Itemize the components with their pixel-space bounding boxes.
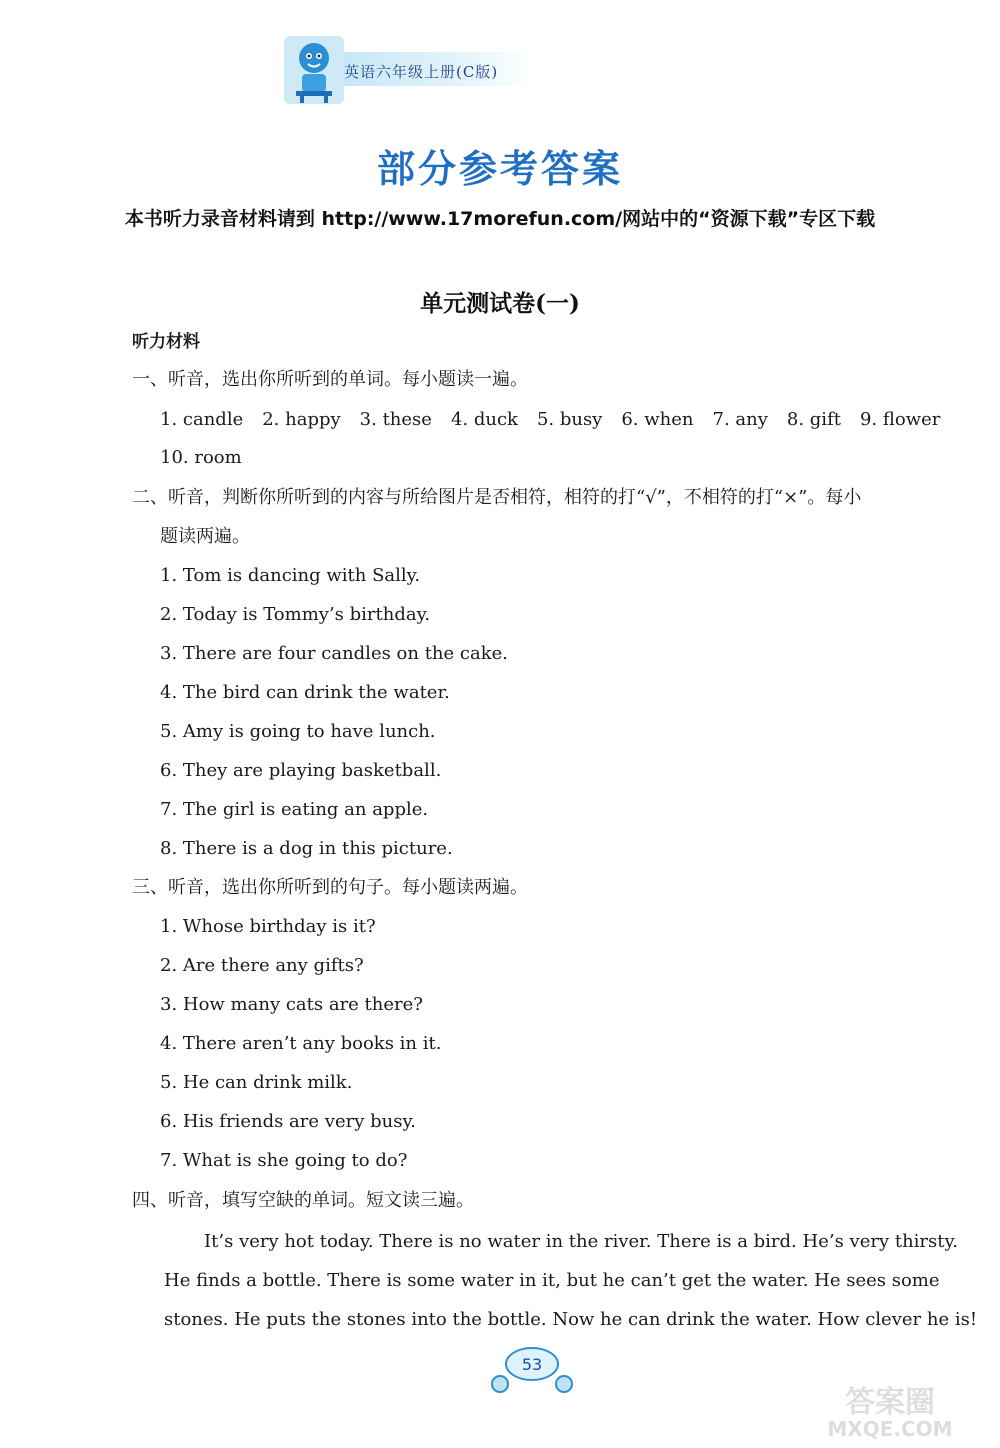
book-title: 英语六年级上册(C版): [344, 63, 499, 81]
list-item: 5. Amy is going to have lunch.: [160, 721, 436, 742]
passage-line: He finds a bottle. There is some water in it, but he can’t get the water. He sees some: [164, 1270, 940, 1291]
page-number: [490, 1342, 580, 1396]
word-item: 1. candle: [160, 409, 244, 430]
word-item: 3. these: [359, 409, 432, 430]
unit-title: 单元测试卷(一): [420, 290, 580, 317]
svg-text:MXQE.COM: MXQE.COM: [827, 1417, 953, 1441]
word-item: 2. happy: [262, 409, 341, 430]
list-item: 3. How many cats are there?: [160, 994, 423, 1015]
word-item: 7. any: [712, 409, 768, 430]
word-item: 10. room: [160, 447, 242, 468]
list-item: 4. The bird can drink the water.: [160, 682, 450, 703]
part2-title-cont: 题读两遍。: [160, 526, 250, 547]
part1-title: 一、听音，选出你所听到的单词。每小题读一遍。: [132, 369, 528, 390]
word-item: 5. busy: [536, 409, 603, 430]
mascot-icon: [282, 34, 346, 106]
list-item: 3. There are four candles on the cake.: [160, 643, 508, 664]
list-item: 8. There is a dog in this picture.: [160, 838, 453, 859]
part1-words: [160, 409, 959, 431]
part3-title: 三、听音，选出你所听到的句子。每小题读两遍。: [132, 877, 528, 898]
part2-title: 二、听音，判断你所听到的内容与所给图片是否相符，相符的打“√”，不相符的打“×”。每小: [132, 487, 862, 508]
list-item: 4. There aren’t any books in it.: [160, 1033, 442, 1054]
word-item: 9. flower: [859, 409, 941, 430]
svg-text:答案圈: 答案圈: [845, 1385, 935, 1420]
list-item: 5. He can drink milk.: [160, 1072, 353, 1093]
word-item: 8. gift: [786, 409, 841, 430]
page-number-text: 53: [521, 1355, 543, 1374]
watermark-logo: [790, 1380, 990, 1442]
list-item: 6. They are playing basketball.: [160, 760, 442, 781]
list-item: 7. The girl is eating an apple.: [160, 799, 429, 820]
part4-title: 四、听音，填写空缺的单词。短文读三遍。: [132, 1190, 474, 1211]
word-item: 6. when: [621, 409, 694, 430]
page-title: 部分参考答案: [376, 147, 623, 191]
passage-line: It’s very hot today. There is no water in the river. There is a bird. He’s very thirsty.: [204, 1231, 958, 1252]
list-item: 1. Whose birthday is it?: [160, 916, 376, 937]
list-item: 2. Today is Tommy’s birthday.: [160, 604, 431, 625]
download-notice: 本书听力录音材料请到 http://www.17morefun.com/网站中的“资源下载”专区下载: [124, 208, 876, 230]
list-item: 6. His friends are very busy.: [160, 1111, 416, 1132]
list-item: 7. What is she going to do?: [160, 1150, 408, 1171]
page-header: [282, 34, 542, 106]
passage-line: stones. He puts the stones into the bottle. Now he can drink the water. How clever he is!: [164, 1309, 978, 1330]
list-item: 2. Are there any gifts?: [160, 955, 364, 976]
section-label: 听力材料: [132, 332, 200, 352]
word-item: 4. duck: [450, 409, 518, 430]
list-item: 1. Tom is dancing with Sally.: [160, 565, 421, 586]
